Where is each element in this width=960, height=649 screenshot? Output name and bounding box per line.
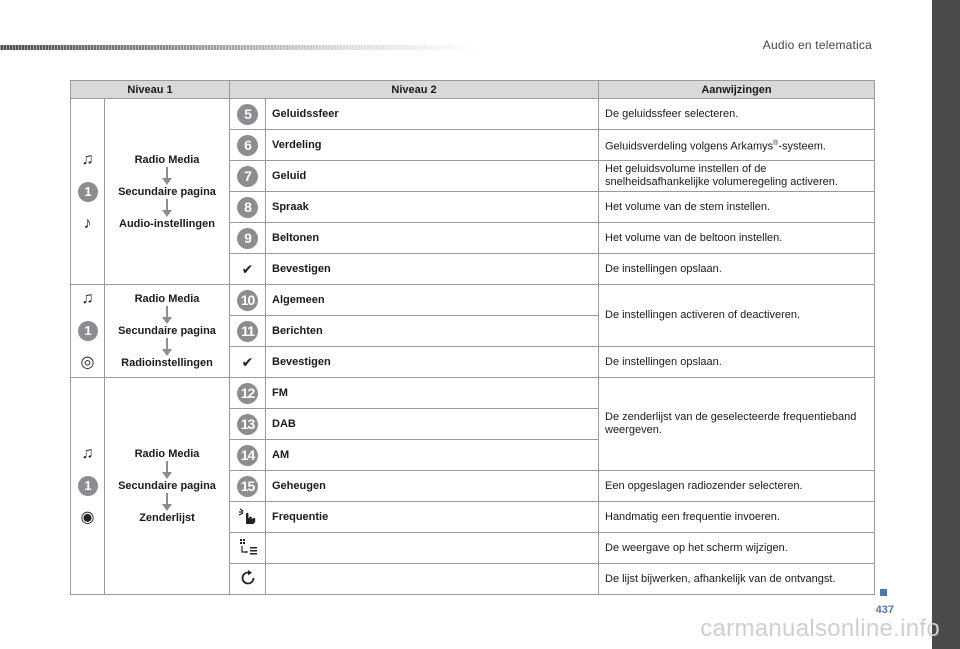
setting-label: Geheugen [266,471,599,502]
level1-menu-path [105,99,230,285]
table-row [71,99,875,130]
step-badge: 12 [237,383,258,404]
setting-note: De geluidssfeer selecteren. [599,99,875,130]
arrow-down-icon [161,167,173,185]
music-note-icon: ♫ [81,150,94,168]
step-badge: 6 [237,135,258,156]
setting-note: Het volume van de beltoon instellen. [599,223,875,254]
setting-label: Spraak [266,192,599,223]
step-badge: 1 [78,321,98,341]
radio-settings-icon: ◎ [80,354,95,371]
menu-radio-settings: Radioinstellingen [121,357,213,369]
setting-note: De zenderlijst van de geselecteerde frequentieband weergeven. [599,378,875,471]
arrow-down-icon [161,493,173,511]
music-note-icon: ♫ [81,445,94,462]
step-badge: 13 [237,414,258,435]
menu-station-list: Zenderlijst [139,512,195,524]
table-header-row [71,81,875,99]
setting-note: De instellingen activeren of deactiveren. [599,285,875,347]
setting-label: FM [266,378,599,409]
touch-icon [237,507,259,525]
step-badge: 5 [237,104,258,125]
setting-label: AM [266,440,599,471]
setting-note: De lijst bijwerken, afhankelijk van de ontvangst. [599,564,875,595]
step-badge: 10 [237,290,258,311]
arrow-down-icon [161,306,173,324]
menu-radio-media: Radio Media [134,448,200,460]
setting-label [266,564,599,595]
setting-note: Geluidsverdeling volgens Arkamys®-systeem. [599,130,875,161]
setting-label: Algemeen [266,285,599,316]
step-badge: 11 [237,321,258,342]
settings-table [70,80,875,595]
menu-radio-media: Radio Media [134,293,200,305]
level1-icons [71,285,105,378]
page-header-title: Audio en telematica [762,38,872,52]
sort-list-icon [238,538,258,556]
step-badge: 8 [237,197,258,218]
header-niveau-1: Niveau 1 [71,81,230,99]
check-icon: ✔ [241,353,254,370]
setting-label: Geluid [266,161,599,192]
setting-label: Berichten [266,316,599,347]
step-badge: 1 [78,476,98,496]
step-badge: 1 [78,182,98,202]
step-badge: 14 [237,445,258,466]
page-corner-mark [880,589,887,596]
setting-label: Beltonen [266,223,599,254]
setting-note: De weergave op het scherm wijzigen. [599,533,875,564]
setting-label: Geluidssfeer [266,99,599,130]
header-niveau-2: Niveau 2 [230,81,599,99]
table-row [71,285,875,316]
setting-note: De instellingen opslaan. [599,347,875,378]
refresh-icon [239,569,257,587]
menu-secondary-page: Secundaire pagina [118,325,216,337]
setting-label: DAB [266,409,599,440]
table-row [71,378,875,409]
setting-label [266,533,599,564]
level1-icons [71,99,105,285]
menu-secondary-page: Secundaire pagina [118,185,216,198]
setting-label: Bevestigen [266,254,599,285]
arrow-down-icon [161,199,173,217]
menu-radio-media: Radio Media [134,153,200,166]
level1-menu-path [105,285,230,378]
radio-list-icon: ◉ [80,509,95,526]
step-badge: 7 [237,166,258,187]
setting-note: Het volume van de stem instellen. [599,192,875,223]
step-badge: 15 [237,476,258,497]
setting-label: Bevestigen [266,347,599,378]
watermark: carmanualsonline.info [700,615,940,642]
setting-note: Een opgeslagen radiozender selecteren. [599,471,875,502]
page-number: 437 [875,604,894,616]
menu-secondary-page: Secundaire pagina [118,480,216,492]
setting-note: Het geluidsvolume instellen of de snelheidsafhankelijke volumeregeling activeren. [599,161,875,192]
arrow-down-icon [161,461,173,479]
setting-label: Verdeling [266,130,599,161]
menu-audio-settings: Audio-instellingen [119,217,215,230]
audio-settings-icon: ♪ [83,214,92,232]
check-icon: ✔ [241,260,254,277]
step-badge: 9 [237,228,258,249]
music-note-icon: ♫ [81,290,94,307]
level1-menu-path [105,378,230,595]
header-aanwijzingen: Aanwijzingen [599,81,875,99]
level1-icons [71,378,105,595]
setting-label: Frequentie [266,502,599,533]
setting-note: De instellingen opslaan. [599,254,875,285]
chapter-side-bar [932,0,960,649]
arrow-down-icon [161,338,173,356]
setting-note: Handmatig een frequentie invoeren. [599,502,875,533]
header-rule [0,45,480,50]
